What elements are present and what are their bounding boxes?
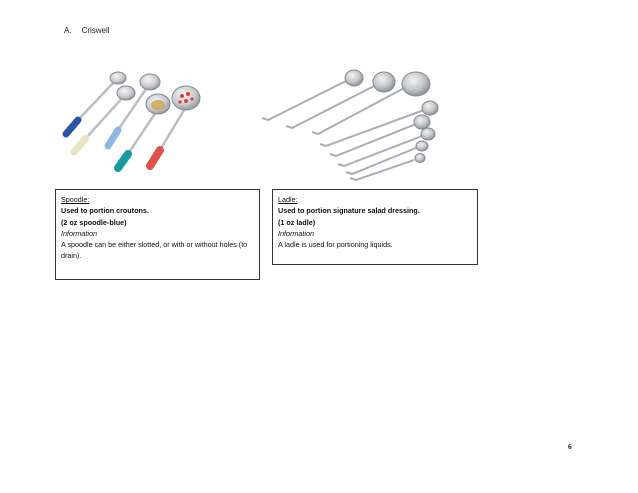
ladle-use: Used to portion signature salad dressing.: [278, 206, 420, 216]
heading-marker: A.: [64, 26, 72, 35]
ladle-info-box: [272, 189, 478, 265]
spoodle-use: Used to portion croutons.: [61, 206, 149, 216]
spoodle-info-box: [55, 189, 260, 280]
ladle-info-text: A ladle is used for portioning liquids.: [278, 240, 393, 250]
spoodle-size: (2 oz spoodle-blue): [61, 217, 127, 227]
ladle-size: (1 oz ladle): [278, 217, 316, 227]
heading-text: Criswell: [81, 26, 110, 35]
spoodle-info-label: Information: [61, 228, 97, 238]
ladle-set-icon: [256, 66, 456, 182]
spoodle-info-text: A spoodle can be either slotted, or with or without holes (to drain).: [61, 240, 248, 261]
section-heading: [64, 26, 110, 35]
spoodle-photo: [56, 68, 226, 174]
ladle-photo: [256, 66, 456, 182]
ladle-title: Ladle:: [278, 195, 298, 204]
ladle-info-label: Information: [278, 228, 314, 238]
spoodle-set-icon: [56, 68, 226, 174]
spoodle-title: Spoodle:: [61, 195, 90, 204]
page-number: 6: [568, 442, 572, 451]
